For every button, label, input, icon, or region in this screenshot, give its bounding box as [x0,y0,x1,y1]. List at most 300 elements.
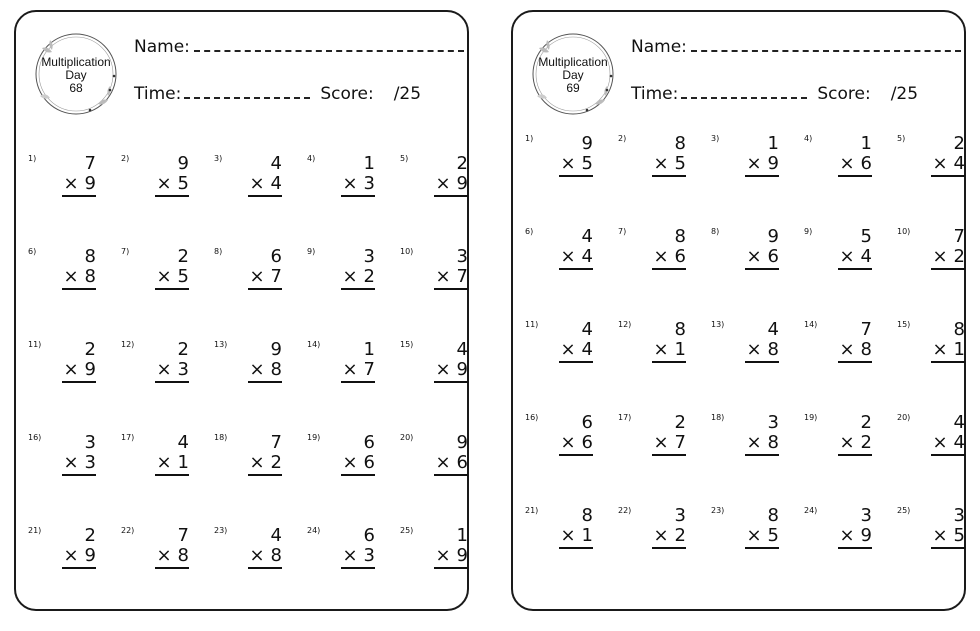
multiplier-line [341,360,375,383]
times-sign: × [653,246,669,267]
problem-number: 25) [400,526,414,535]
times-sign: × [342,452,358,473]
multiplier-line [931,340,965,363]
problem-number: 3) [214,154,223,163]
problem-item [121,526,213,586]
multiplier: 6 [860,153,872,174]
multiplier-line [838,340,872,363]
problem-item [525,320,617,380]
time-score-row [631,84,918,104]
times-sign: × [249,545,265,566]
problem-number: 24) [307,526,321,535]
multiplicand: 1 [767,133,779,154]
multiplier-line [341,546,375,569]
worksheet-day-68 [14,10,469,611]
problem-number: 24) [804,506,818,515]
multiplicand: 9 [581,133,593,154]
multiplicand: 2 [177,339,189,360]
multiplier-line [838,247,872,270]
problem-item [711,227,803,287]
problem-item [525,134,617,194]
multiplier: 2 [363,266,375,287]
times-sign: × [653,339,669,360]
times-sign: × [342,173,358,194]
times-sign: × [156,545,172,566]
problem-number: 10) [400,247,414,256]
multiplier: 2 [860,432,872,453]
multiplier-line [559,154,593,177]
name-label: Name: [134,37,190,57]
problem-number: 8) [214,247,223,256]
name-field[interactable] [134,37,464,57]
problem-item [618,227,710,287]
multiplier: 8 [84,266,96,287]
multiplier-line [434,360,468,383]
multiplier-line [434,174,468,197]
multiplier-line [559,526,593,549]
badge-line-1: Multiplication [41,55,111,69]
multiplicand: 2 [456,153,468,174]
problem-number: 4) [307,154,316,163]
times-sign: × [63,359,79,380]
times-sign: × [653,153,669,174]
multiplier-line [155,546,189,569]
times-sign: × [653,432,669,453]
problem-number: 3) [711,134,720,143]
score-out-of: /25 [393,84,422,104]
times-sign: × [249,266,265,287]
multiplier-line [434,453,468,476]
problem-item [28,247,120,307]
multiplier-line [838,526,872,549]
problem-number: 11) [525,320,539,329]
multiplier: 7 [674,432,686,453]
problem-item [214,247,306,307]
problem-number: 23) [711,506,725,515]
times-sign: × [560,525,576,546]
time-score-row [134,84,421,104]
problem-number: 22) [121,526,135,535]
multiplier-line [434,546,468,569]
score-label: Score: [817,84,871,104]
problem-item [711,506,803,566]
problem-number: 22) [618,506,632,515]
multiplicand: 2 [84,525,96,546]
times-sign: × [746,525,762,546]
problem-number: 12) [618,320,632,329]
multiplicand: 3 [456,246,468,267]
multiplier-line [652,526,686,549]
multiplicand: 4 [767,319,779,340]
worksheet-day-69 [511,10,966,611]
times-sign: × [249,173,265,194]
problem-item [121,154,213,214]
name-label: Name: [631,37,687,57]
multiplier: 2 [674,525,686,546]
multiplier-line [931,433,965,456]
problem-item [897,134,980,194]
multiplier: 5 [177,266,189,287]
problem-number: 21) [525,506,539,515]
times-sign: × [63,452,79,473]
times-sign: × [839,432,855,453]
problem-number: 25) [897,506,911,515]
multiplier-line [62,546,96,569]
multiplicand: 1 [860,133,872,154]
time-label: Time: [134,84,182,104]
problem-number: 14) [804,320,818,329]
problem-item [400,526,492,586]
times-sign: × [560,246,576,267]
problem-number: 1) [28,154,37,163]
badge-title [525,56,621,95]
multiplier: 3 [177,359,189,380]
times-sign: × [249,359,265,380]
multiplicand: 1 [363,153,375,174]
problem-number: 10) [897,227,911,236]
problem-item [525,506,617,566]
problem-number: 6) [525,227,534,236]
times-sign: × [342,266,358,287]
multiplicand: 8 [674,133,686,154]
multiplicand: 7 [177,525,189,546]
multiplier: 6 [674,246,686,267]
multiplier-line [248,360,282,383]
badge-title [28,56,124,95]
problem-item [897,227,980,287]
multiplicand: 4 [456,339,468,360]
multiplier: 4 [581,339,593,360]
name-field[interactable] [631,37,961,57]
times-sign: × [560,153,576,174]
multiplier: 8 [860,339,872,360]
problem-item [400,154,492,214]
multiplier: 8 [270,359,282,380]
multiplier: 5 [177,173,189,194]
problem-number: 9) [804,227,813,236]
multiplicand: 7 [953,226,965,247]
problem-item [525,227,617,287]
multiplier: 5 [581,153,593,174]
multiplier-line [652,433,686,456]
multiplicand: 4 [270,525,282,546]
multiplier: 2 [270,452,282,473]
multiplier: 1 [674,339,686,360]
score-label: Score: [320,84,374,104]
multiplier: 9 [456,173,468,194]
multiplicand: 7 [270,432,282,453]
multiplier-line [155,360,189,383]
problem-number: 13) [711,320,725,329]
multiplicand: 4 [581,319,593,340]
multiplier-line [745,526,779,549]
times-sign: × [435,173,451,194]
times-sign: × [839,525,855,546]
multiplicand: 3 [674,505,686,526]
problem-number: 16) [28,433,42,442]
multiplier-line [559,247,593,270]
multiplier-line [559,433,593,456]
multiplier: 4 [953,432,965,453]
times-sign: × [746,246,762,267]
multiplicand: 1 [363,339,375,360]
multiplier-line [341,174,375,197]
problem-item [121,433,213,493]
times-sign: × [156,266,172,287]
times-sign: × [839,246,855,267]
multiplier: 9 [767,153,779,174]
multiplier-line [838,433,872,456]
times-sign: × [932,153,948,174]
problem-number: 23) [214,526,228,535]
multiplier: 9 [84,173,96,194]
problem-number: 7) [618,227,627,236]
multiplier-line [62,174,96,197]
multiplicand: 4 [270,153,282,174]
multiplicand: 3 [860,505,872,526]
multiplicand: 3 [84,432,96,453]
multiplier: 3 [363,173,375,194]
problem-number: 18) [214,433,228,442]
problem-item [307,154,399,214]
problem-number: 6) [28,247,37,256]
multiplicand: 6 [270,246,282,267]
multiplier: 1 [953,339,965,360]
multiplier-line [62,453,96,476]
multiplicand: 6 [581,412,593,433]
problem-number: 19) [804,413,818,422]
problem-number: 14) [307,340,321,349]
problem-item [804,506,896,566]
multiplier-line [155,267,189,290]
multiplier-line [652,247,686,270]
problem-number: 12) [121,340,135,349]
problem-number: 13) [214,340,228,349]
problem-number: 9) [307,247,316,256]
multiplicand: 2 [177,246,189,267]
times-sign: × [435,359,451,380]
multiplicand: 8 [767,505,779,526]
problem-number: 15) [400,340,414,349]
problem-number: 19) [307,433,321,442]
multiplicand: 9 [177,153,189,174]
multiplier: 9 [456,359,468,380]
multiplier: 6 [363,452,375,473]
multiplier: 6 [581,432,593,453]
times-sign: × [435,545,451,566]
problem-item [214,154,306,214]
times-sign: × [932,432,948,453]
multiplier: 7 [270,266,282,287]
multiplicand: 3 [363,246,375,267]
multiplicand: 6 [363,525,375,546]
times-sign: × [932,339,948,360]
times-sign: × [63,173,79,194]
problem-number: 17) [121,433,135,442]
multiplier-line [745,433,779,456]
multiplicand: 8 [84,246,96,267]
multiplicand: 2 [860,412,872,433]
problem-item [121,247,213,307]
problem-item [711,413,803,473]
multiplier: 9 [860,525,872,546]
multiplier-line [248,546,282,569]
multiplicand: 1 [456,525,468,546]
problem-item [121,340,213,400]
multiplicand: 9 [270,339,282,360]
multiplier-line [341,267,375,290]
problem-item [897,506,980,566]
multiplier-line [652,340,686,363]
multiplicand: 7 [84,153,96,174]
times-sign: × [653,525,669,546]
problem-number: 11) [28,340,42,349]
time-blank-line[interactable] [681,85,807,99]
problem-item [28,526,120,586]
multiplier: 8 [270,545,282,566]
times-sign: × [560,339,576,360]
name-blank-line[interactable] [194,38,464,52]
multiplier-line [248,453,282,476]
problem-item [214,433,306,493]
times-sign: × [746,432,762,453]
multiplier: 6 [456,452,468,473]
times-sign: × [746,339,762,360]
multiplier: 3 [363,545,375,566]
multiplier-line [838,154,872,177]
problem-item [307,247,399,307]
problem-item [400,433,492,493]
multiplier-line [434,267,468,290]
multiplicand: 8 [953,319,965,340]
multiplier-line [155,174,189,197]
multiplier: 5 [674,153,686,174]
problem-number: 20) [897,413,911,422]
times-sign: × [63,266,79,287]
multiplier: 4 [270,173,282,194]
problem-item [897,320,980,380]
problem-item [897,413,980,473]
time-blank-line[interactable] [184,85,310,99]
multiplicand: 4 [953,412,965,433]
times-sign: × [342,359,358,380]
multiplier-line [62,267,96,290]
problem-number: 2) [618,134,627,143]
problem-item [804,320,896,380]
problem-item [400,340,492,400]
score-out-of: /25 [890,84,919,104]
problem-number: 7) [121,247,130,256]
problem-number: 5) [897,134,906,143]
times-sign: × [932,246,948,267]
times-sign: × [560,432,576,453]
multiplier: 7 [456,266,468,287]
multiplicand: 2 [84,339,96,360]
multiplicand: 9 [456,432,468,453]
problem-item [214,526,306,586]
wreath-badge [28,26,124,122]
multiplier-line [341,453,375,476]
badge-line-3: 68 [69,81,83,95]
multiplicand: 4 [581,226,593,247]
multiplier-line [652,154,686,177]
multiplicand: 3 [767,412,779,433]
times-sign: × [63,545,79,566]
time-label: Time: [631,84,679,104]
problem-item [214,340,306,400]
multiplier-line [745,154,779,177]
problem-item [804,413,896,473]
times-sign: × [156,173,172,194]
problem-number: 20) [400,433,414,442]
problem-number: 5) [400,154,409,163]
times-sign: × [746,153,762,174]
multiplier-line [559,340,593,363]
multiplier-line [248,174,282,197]
multiplicand: 3 [953,505,965,526]
multiplier: 9 [456,545,468,566]
times-sign: × [932,525,948,546]
multiplicand: 6 [363,432,375,453]
problem-item [28,154,120,214]
badge-line-3: 69 [566,81,580,95]
times-sign: × [435,452,451,473]
problem-item [711,320,803,380]
problem-item [28,340,120,400]
multiplicand: 9 [767,226,779,247]
multiplier: 7 [363,359,375,380]
multiplicand: 5 [860,226,872,247]
name-blank-line[interactable] [691,38,961,52]
multiplier-line [931,526,965,549]
multiplicand: 2 [953,133,965,154]
multiplicand: 7 [860,319,872,340]
problem-item [804,134,896,194]
badge-line-2: Day [562,68,584,82]
multiplicand: 4 [177,432,189,453]
multiplicand: 8 [674,319,686,340]
problem-number: 17) [618,413,632,422]
times-sign: × [839,339,855,360]
problem-item [618,413,710,473]
problem-item [804,227,896,287]
times-sign: × [435,266,451,287]
problem-item [711,134,803,194]
times-sign: × [342,545,358,566]
badge-line-1: Multiplication [538,55,608,69]
multiplier: 6 [767,246,779,267]
multiplicand: 8 [581,505,593,526]
multiplier: 1 [177,452,189,473]
times-sign: × [156,452,172,473]
problem-item [307,340,399,400]
multiplier: 9 [84,359,96,380]
problem-item [400,247,492,307]
multiplicand: 2 [674,412,686,433]
multiplier: 4 [581,246,593,267]
multiplier: 9 [84,545,96,566]
problem-number: 15) [897,320,911,329]
multiplicand: 8 [674,226,686,247]
multiplier: 8 [177,545,189,566]
problem-item [525,413,617,473]
multiplier: 4 [953,153,965,174]
problem-item [307,526,399,586]
problem-number: 4) [804,134,813,143]
multiplier: 5 [767,525,779,546]
multiplier: 4 [860,246,872,267]
problem-number: 8) [711,227,720,236]
